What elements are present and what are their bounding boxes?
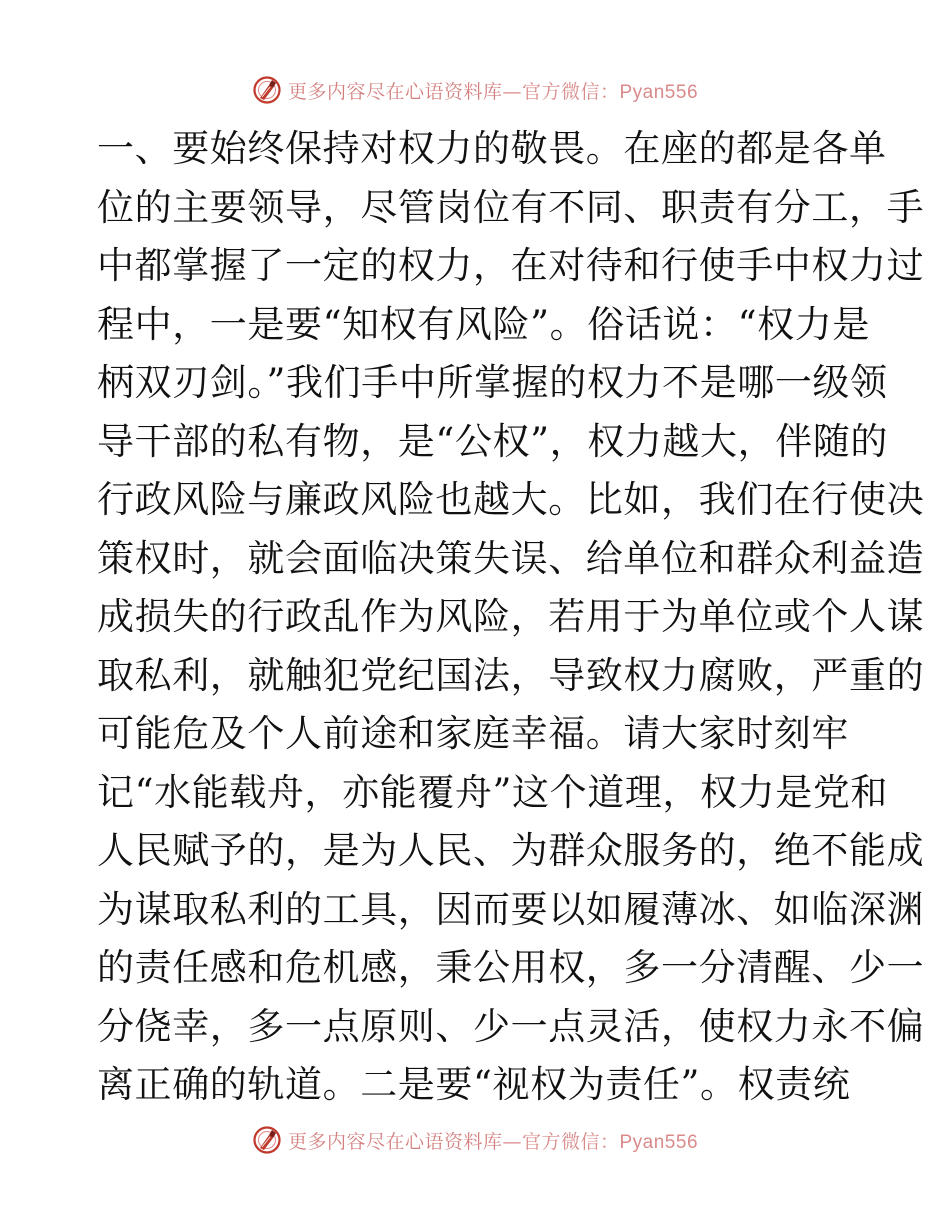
body-line: 为谋取私利的工具，因而要以如履薄冰、如临深渊 [97,887,925,931]
header-banner [0,70,950,110]
footer-separator: — [502,1130,522,1153]
body-line: 行政风险与廉政风险也越大。比如，我们在行使决 [97,478,925,521]
header-wechat-id: Pyan556 [619,81,699,103]
header-separator: — [502,80,522,103]
footer-wechat-label: 官方微信： [521,1130,620,1153]
body-line: 柄双刃剑。”我们手中所掌握的权力不是哪一级领 [97,361,888,404]
footer-site-text: 更多内容尽在心语资料库 [287,1130,503,1153]
document-body [97,120,925,1115]
fountain-pen-logo-icon [252,75,282,105]
body-line: 分侥幸，多一点原则、少一点灵活，使权力永不偏 [97,1004,925,1048]
body-line: 一、要始终保持对权力的敬畏。在座的都是各单 [97,127,887,170]
body-line: 离正确的轨道。二是要“视权为责任”。权责统 [97,1063,851,1106]
body-line: 的责任感和危机感，秉公用权，多一分清醒、少一 [97,946,925,989]
header-site-text: 更多内容尽在心语资料库 [287,80,503,103]
footer-banner-text [288,1127,698,1154]
body-line: 中都掌握了一定的权力，在对待和行使手中权力过 [97,244,925,287]
footer-wechat-id: Pyan556 [619,1131,699,1153]
body-line: 位的主要领导，尽管岗位有不同、职责有分工，手 [97,185,925,229]
body-line: 成损失的行政乱作为风险，若用于为单位或个人谋 [97,595,925,638]
body-line: 记“水能载舟，亦能覆舟”这个道理，权力是党和 [97,770,889,814]
fountain-pen-logo-icon [252,1125,282,1155]
footer-banner [0,1120,950,1160]
header-banner-text [288,77,698,104]
body-line: 取私利，就触犯党纪国法，导致权力腐败，严重的 [97,653,925,697]
body-line: 策权时，就会面临决策失误、给单位和群众利益造 [97,536,925,580]
header-wechat-label: 官方微信： [521,80,620,103]
body-line: 程中，一是要“知权有风险”。俗话说：“权力是 [97,302,870,346]
body-line: 人民赋予的，是为人民、为群众服务的，绝不能成 [97,829,925,872]
body-line: 导干部的私有物，是“公权”，权力越大，伴随的 [97,419,889,463]
body-line: 可能危及个人前途和家庭幸福。请大家时刻牢 [97,712,849,755]
